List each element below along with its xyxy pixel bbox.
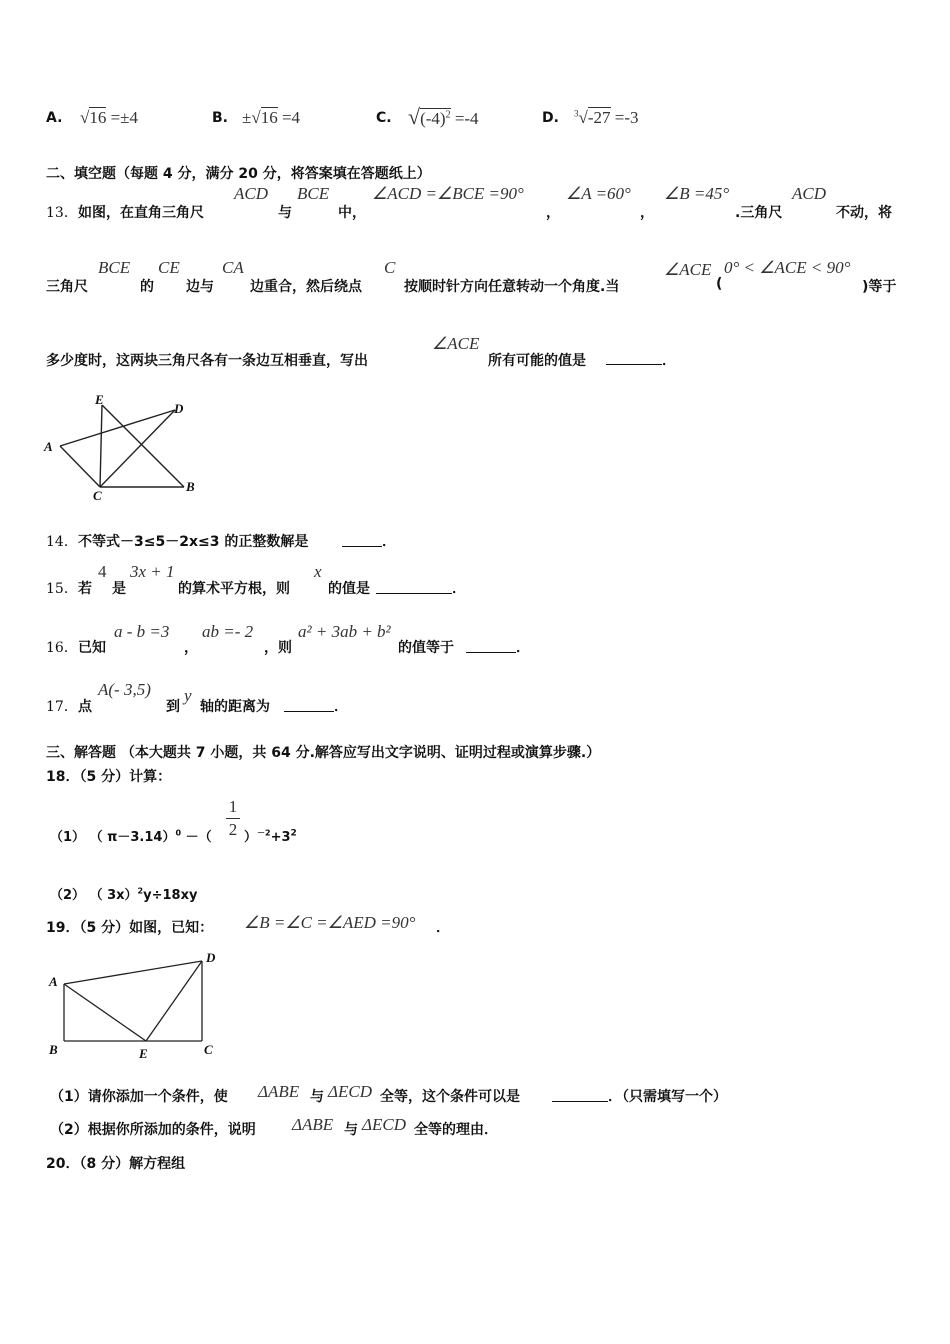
q16-text-1: 已知: [78, 640, 106, 656]
q17-math-point: A(- 3,5): [98, 680, 151, 699]
q18-part1-label: （1）: [50, 830, 86, 845]
q15-math-4: 4: [98, 562, 107, 581]
radicand: 16: [89, 108, 107, 127]
q15-text-1: 若: [78, 581, 92, 597]
fraction-denominator: 2: [228, 820, 238, 839]
q13-math-range: 0° < ∠ACE < 90°: [724, 258, 851, 277]
radicand: -27: [587, 108, 611, 127]
expr-rest: =-4: [454, 109, 479, 128]
q18-part2-sup: 2: [137, 886, 144, 896]
expr-rest: =4: [281, 108, 301, 127]
q20-heading: 20．（8 分）解方程组: [46, 1156, 186, 1172]
q13-paren-open: (: [716, 276, 723, 292]
radicand: 16: [260, 108, 278, 127]
q13-math-ca: CA: [222, 258, 244, 277]
radicand-exp: 2: [445, 109, 451, 121]
option-a-label: A.: [46, 110, 63, 126]
fig19-edge-ad: [64, 961, 202, 984]
q19-math-ecd-2: ΔECD: [362, 1115, 406, 1134]
root-index: 3: [574, 108, 579, 119]
expr-rest: =±4: [110, 108, 139, 127]
q18-heading: 18．（5 分）计算：: [46, 769, 172, 785]
q18-part1-sup0: 0: [175, 828, 182, 838]
q18-part2-b: y÷18xy: [143, 888, 198, 903]
q16-end: ．: [516, 640, 530, 656]
q18-part2-a: （ 3x）: [89, 888, 138, 903]
q16-text-3: 的值等于: [398, 640, 454, 656]
q19-end: ．: [436, 920, 450, 936]
q13-text-13: 所有可能的值是: [488, 353, 586, 369]
fig13-edge-eb: [102, 405, 184, 487]
q13-text-2: 与: [278, 205, 292, 221]
q15-text-4: 的值是: [328, 581, 370, 597]
q17-answer-blank[interactable]: [284, 699, 334, 712]
q13-text-1: 如图，在直角三角尺: [78, 205, 204, 221]
q19-sub1-a: （1）请你添加一个条件，使: [50, 1089, 228, 1105]
q12-option-b-expr: [242, 108, 300, 128]
q17-end: ．: [334, 699, 348, 715]
q16-math-3: a² + 3ab + b²: [298, 622, 391, 641]
q19-answer-blank[interactable]: [552, 1089, 608, 1102]
q12-option-d: [542, 110, 559, 126]
fig13-label-b: B: [186, 479, 195, 494]
section2-title: 二、填空题（每题 4 分，满分 20 分，将答案填在答题纸上）: [46, 166, 431, 182]
fig19-label-c: C: [204, 1042, 213, 1057]
q13-end: ．: [662, 353, 676, 369]
q13-comma-2: ，: [640, 205, 654, 221]
q19-sub2-b: 与: [344, 1122, 358, 1138]
q12-option-d-expr: [574, 108, 639, 128]
q16-math-2: ab =- 2: [202, 622, 254, 641]
q18-part2-label: （2）: [50, 888, 86, 903]
q19-sub2-c: 全等的理由．: [414, 1122, 498, 1138]
q15-number: 15．: [46, 581, 78, 597]
q18-part1-a: （ π－3.14）: [89, 830, 176, 845]
q14-end: ．: [382, 534, 396, 550]
q15-math-x: x: [314, 562, 322, 581]
fig19-edge-ae: [64, 984, 146, 1041]
q16-math-1: a - b =3: [114, 622, 170, 641]
q13-answer-blank[interactable]: [606, 352, 662, 365]
fraction-numerator: 1: [226, 796, 240, 819]
q14-number: 14．: [46, 534, 78, 550]
q13-math-angles: ∠ACD =∠BCE =90°: [372, 184, 524, 203]
q13-text-8: 边与: [186, 279, 214, 295]
q16-answer-blank[interactable]: [466, 640, 516, 653]
expr-pre: ±: [242, 108, 252, 127]
q19-math-abe: ΔABE: [258, 1082, 300, 1101]
fig13-label-d: D: [174, 401, 184, 416]
q17-text-2: 到: [166, 699, 180, 715]
q17-text-3: 轴的距离为: [200, 699, 270, 715]
q19-sub1-c: 全等，这个条件可以是: [380, 1089, 520, 1105]
q16-comma: ，: [184, 640, 198, 656]
fig13-label-a: A: [44, 439, 53, 454]
q18-part1-sup: －2: [257, 828, 271, 838]
q13-math-acd-2: ACD: [792, 184, 826, 203]
q19-sub2-a: （2）根据你所添加的条件，说明: [50, 1122, 256, 1138]
q18-part1-sup2: 2: [290, 828, 297, 839]
q14-answer-blank[interactable]: [342, 534, 382, 547]
q18-part2: [50, 884, 197, 903]
q13-text-5: 不动，将: [836, 205, 892, 221]
q13-math-b: ∠B =45°: [664, 184, 730, 203]
q13-comma-1: ，: [546, 205, 560, 221]
q18-part1-c: ）: [244, 830, 258, 845]
q15-end: ．: [452, 581, 466, 597]
q12-option-c-expr: [408, 104, 479, 130]
q19-math-abe-2: ΔABE: [292, 1115, 334, 1134]
q19-math-ecd: ΔECD: [328, 1082, 372, 1101]
sqrt-symbol: √: [251, 108, 261, 127]
fig13-label-e: E: [95, 392, 104, 407]
fig13-edge-ce: [100, 405, 102, 487]
q18-part1-tail: [244, 826, 297, 845]
q12-option-c: [376, 110, 392, 126]
fig19-label-a: A: [49, 974, 58, 989]
q18-part1-b: －（: [185, 830, 212, 845]
expr-rest: =-3: [614, 108, 639, 127]
sqrt-symbol: √: [578, 108, 588, 127]
q13-math-ace-2: ∠ACE: [432, 334, 480, 353]
q17-number: 17．: [46, 699, 78, 715]
q15-answer-blank[interactable]: [376, 581, 452, 594]
q13-math-ce: CE: [158, 258, 180, 277]
q13-math-a: ∠A =60°: [566, 184, 631, 203]
q13-text-11: )等于: [862, 279, 897, 295]
radicand: (-4): [420, 109, 446, 128]
q13-text-6: 三角尺: [46, 279, 88, 295]
q12-option-a-expr: [80, 108, 138, 128]
q13-number: 13．: [46, 205, 78, 221]
q13-text-4: .三角尺: [735, 205, 783, 221]
q19-math-cond: ∠B =∠C =∠AED =90°: [244, 913, 416, 932]
option-c-label: C.: [376, 110, 392, 126]
q13-text-9: 边重合，然后绕点: [250, 279, 362, 295]
fig13-label-c: C: [93, 488, 102, 503]
q16-number: 16．: [46, 640, 78, 656]
q18-fraction: [226, 796, 240, 841]
sqrt-symbol: √: [80, 108, 90, 127]
sqrt-symbol: √: [408, 104, 421, 129]
section3-title: 三、解答题 （本大题共 7 小题，共 64 分.解答应写出文字说明、证明过程或演算步骤.）: [46, 745, 601, 761]
q18-part1: [50, 826, 212, 845]
q15-text-2: 是: [112, 581, 126, 597]
q15-math-expr: 3x + 1: [130, 562, 175, 581]
option-d-label: D.: [542, 110, 559, 126]
figure-13: [40, 390, 210, 505]
q13-math-bce: BCE: [297, 184, 330, 203]
q19-heading: 19．（5 分）如图，已知：: [46, 920, 214, 936]
q15-text-3: 的算术平方根，则: [178, 581, 290, 597]
q18-part1-d: +3: [270, 830, 291, 845]
fig19-edge-ed: [146, 961, 202, 1041]
q13-text-10: 按顺时针方向任意转动一个角度.当: [404, 279, 620, 295]
q17-text-1: 点: [78, 699, 92, 715]
q13-math-acd: ACD: [234, 184, 268, 203]
radicand-wrap: [420, 108, 450, 128]
q13-math-c: C: [384, 258, 396, 277]
q17-math-y: y: [184, 686, 192, 705]
q12-option-a: [46, 110, 62, 126]
figure-19: [44, 946, 234, 1066]
fig13-edge-ac: [60, 446, 100, 487]
fig19-label-e: E: [139, 1046, 148, 1061]
q13-math-ace: ∠ACE: [664, 260, 712, 279]
q13-text-7: 的: [140, 279, 154, 295]
q19-sub1-d: ．（只需填写一个）: [608, 1089, 727, 1105]
q19-sub1-b: 与: [310, 1089, 324, 1105]
q13-text-3: 中，: [338, 205, 366, 221]
q13-math-bce-2: BCE: [98, 258, 131, 277]
q13-text-12: 多少度时，这两块三角尺各有一条边互相垂直，写出: [46, 353, 368, 369]
q16-text-2: ，则: [264, 640, 292, 656]
fig19-label-b: B: [49, 1042, 58, 1057]
fig19-label-d: D: [206, 950, 216, 965]
q14-text: 不等式－3≤5－2x≤3 的正整数解是: [78, 534, 309, 550]
q12-option-b: [212, 110, 228, 126]
option-b-label: B.: [212, 110, 228, 126]
